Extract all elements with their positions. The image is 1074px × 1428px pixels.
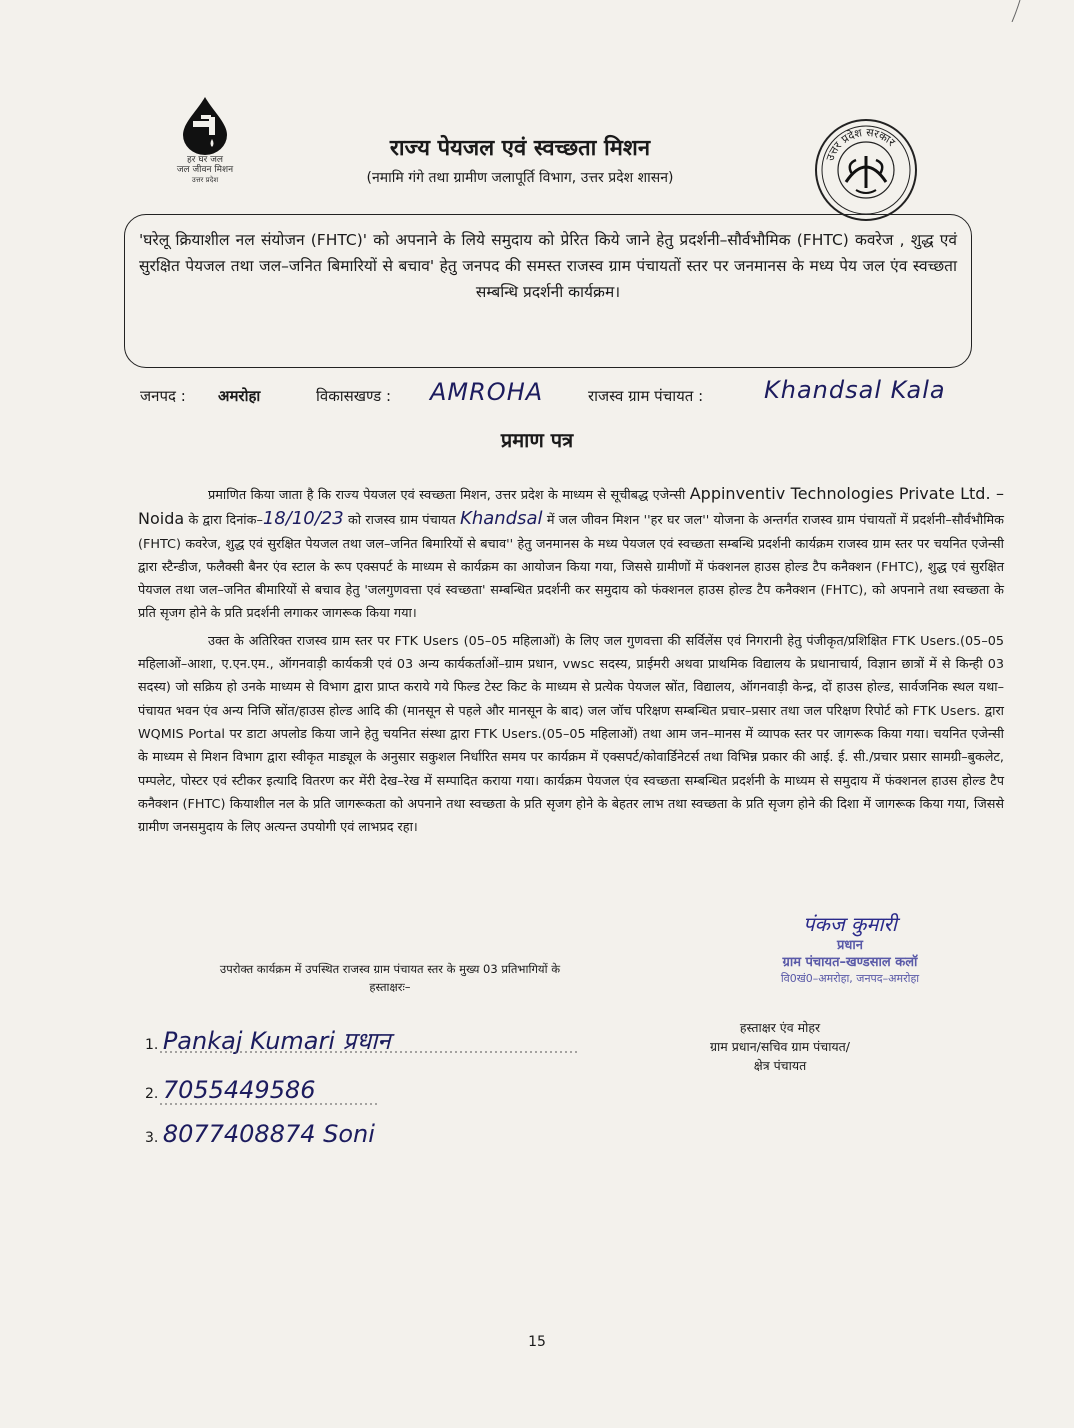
org-name: राज्य पेयजल एवं स्वच्छता मिशन [389, 135, 651, 161]
pen-mark [1010, 0, 1022, 22]
water-drop-tap-icon [175, 95, 235, 155]
har-ghar-jal-logo [160, 95, 250, 185]
org-subtitle: (नमामि गंगे तथा ग्रामीण जलापूर्ति विभाग, उत्तर प्रदेश शासन) [366, 170, 674, 186]
stamp-line-2: ग्राम पंचायत–खण्डसाल कलॉ [782, 955, 918, 970]
program-title-banner [124, 214, 972, 368]
pradhan-signature-stamp [700, 910, 1000, 986]
logo-text-1: हर घर जल [187, 155, 223, 165]
stamp-line-1: प्रधान [837, 938, 863, 953]
attendee-number: 3. [145, 1130, 159, 1146]
stamp-line-3: वि0खं0–अमरोहा, जनपद–अमरोहा [780, 972, 920, 985]
paragraph-1 [138, 482, 1004, 626]
seal-icon [812, 116, 920, 224]
program-date: 18/10/23 [262, 508, 344, 530]
up-government-seal [812, 116, 920, 224]
para1-part-b: के द्वारा दिनांक– [188, 513, 263, 529]
seal-text: उत्तर प्रदेश सरकार [823, 125, 898, 163]
attendees-note [150, 960, 630, 996]
dotted-line-1 [160, 1050, 580, 1054]
logo-text-3: उत्तर प्रदेश [191, 176, 219, 184]
para1-part-d: में जल जीवन मिशन ''हर घर जल'' योजना के अन्तर्गत राजस्व ग्राम पंचायतों में प्रदर्शनी–सौर्वभौमिक (FHTC) कवरेज, शुद्ध एवं सुरक्षित पेयजल तथा जल–जनित बिमारियों से बचाव'' हेतु जनमानस के मध्य पेयजल एवं स्वच्छता सम्बन्धि प्रदर्शनी कार्यक्रम राजस्व ग्राम स्तर पर चयनित एजेन्सी द्वारा स्टैन्डीज, फलैक्सी बैनर एंव स्टाल के रूप एक्सपर्ट के माध्यम से कार्यक्रम का आयोजन किया गया, जिससे ग्रामीणों में फंक्शनल हाउस होल्ड टैप कनैक्शन (FHTC), शुद्ध एवं सुरक्षित पेयजल तथा जल–जनित बीमारियों से बचाव हेतु 'जलगुणवत्ता एवं स्वच्छता' सम्बन्धित प्रदर्शनी कर समुदाय को फंक्शनल हाउस होल्ड टैप कनैक्शन (FHTC), को अपनाने तथा स्वच्छता के प्रति सृजग होने के प्रति प्रदर्शनी लगाकर जागरूक किया गया। [138, 513, 1005, 622]
block-label: विकासखण्ड : [316, 387, 392, 405]
agency-name: Appinventiv Technologies Private Ltd. – Noida [138, 484, 1004, 529]
attendee-entry: 8077408874 Soni [162, 1120, 375, 1148]
block-value: AMROHA [430, 378, 544, 406]
pradhan-signature: पंकज कुमारी [803, 912, 897, 936]
para1-part-a: प्रमाणित किया जाता है कि राज्य पेयजल एवं स्वच्छता मिशन, उत्तर प्रदेश के माध्यम से सूचीबद्ध एजेन्सी [208, 488, 686, 503]
attendee-entry: Pankaj Kumari प्रधान [162, 1027, 391, 1055]
para1-part-c: को राजस्व ग्राम पंचायत [347, 513, 456, 529]
attendee-number: 1. [145, 1037, 159, 1053]
sign-block-line-2: ग्राम प्रधान/सचिव ग्राम पंचायत/ [709, 1039, 851, 1054]
sign-block-line-3: क्षेत्र पंचायत [753, 1058, 807, 1073]
sign-block-line-1: हस्ताक्षर एंव मोहर [739, 1020, 821, 1035]
village-handwritten: Khandsal [460, 508, 543, 530]
sign-and-seal-block [660, 1018, 900, 1075]
certificate-title: प्रमाण पत्र [500, 428, 574, 452]
logo-text-2: जल जीवन मिशन [176, 165, 234, 175]
village-value: Khandsal Kala [764, 376, 946, 404]
dotted-line-2 [160, 1102, 380, 1106]
page-number: 15 [528, 1334, 546, 1350]
certificate-body [138, 482, 1004, 839]
paragraph-2: उक्त के अतिरिक्त राजस्व ग्राम स्तर पर FTK Users (05–05 महिलाओं) के लिए जल गुणवत्ता की सर्विलेंस एवं निगरानी हेतु पंजीकृत/प्रशिक्षित FTK Users.(05–05 महिलाओं–आशा, ए.एन.एम., ऑगनवाड़ी कार्यकत्री एवं 03 अन्य कार्यकर्ताओं–ग्राम प्रधान, vwsc सदस्य, प्राईमरी अथवा प्राथमिक विद्यालय के प्रधानाचार्य, विज्ञान छात्रों में से किन्ही 03 सदस्य) जो सक्रिय हो उनके माध्यम से विभाग द्वारा प्राप्त कराये गये फिल्ड टेस्ट किट के माध्यम से प्रत्येक पेयजल स्रोंत, विद्यालय, ऑगनवाड़ी केन्द्र, दों हाउस होल्ड, सार्वजनिक स्थल यथा–पंचायत भवन एंव अन्य निजि स्रोंत/हाउस होल्ड आदि की (मानसून से पहले और मानसून के बाद) जल जॉच परिक्षण सम्बन्धित प्रचार–प्रसार तथा जल परिक्षण रिपोर्ट को FTK Users. द्वारा WQMIS Portal पर डाटा अपलोड किया जाने हेतु चयनित संस्था द्वारा FTK Users.(05–05 महिलाओं) तथा आम जन–मानस में व्यापक स्तर पर जागरूक किया गया। चयनित एजेन्सी के माध्यम से मिशन विभाग द्वारा स्वीकृत माड्यूल के अनुसार सकुशल निर्धारित समय पर कार्यक्रम में एक्सपर्ट/कोवार्डिनेटर्स तथा विभिन्न प्रकार की आई. ई. सी./प्रचार प्रसार सामग्री–बुकलेट, पम्पलेट, पोस्टर एवं स्टीकर इत्यादि वितरण कर मेंरी देख–रेख में सम्पादित कराया गया। कार्यक्रम पेयजल एंव स्वच्छता सम्बन्धित प्रदर्शनी के माध्यम से समुदाय में फंक्शनल हाउस होल्ड टैप कनैक्शन (FHTC) कियाशील नल के प्रति जागरूकता को अपनाने तथा स्वच्छता के प्रति सृजग होने के बेहतर लाभ तथा स्वच्छता के प्रति सृजग होने की दिशा में जागरूक किया गया, जिससे ग्रामीण जनसमुदाय के लिए अत्यन्त उपयोगी एवं लाभप्रद रहा। [138, 633, 1004, 836]
district-value: अमरोहा [218, 387, 261, 405]
village-label: राजस्व ग्राम पंचायत : [588, 387, 704, 405]
attendees-note-line-2: हस्ताक्षरः– [369, 980, 411, 994]
attendee-entry: 7055449586 [162, 1076, 316, 1104]
attendee-3 [145, 1120, 375, 1148]
attendee-number: 2. [145, 1086, 159, 1102]
banner-text: 'घरेलू क्रियाशील नल संयोजन (FHTC)' को अपनाने के लिये समुदाय को प्रेरित किये जाने हेतु प्रदर्शनी–सौर्वभौमिक (FHTC) कवरेज , शुद्ध एवं सुरक्षित पेयजल तथा जल–जनित बिमारियों से बचाव' हेतु जनपद की समस्त राजस्व ग्राम पंचायतों स्तर पर जनमानस के मध्य पेय जल एंव स्वच्छता सम्बन्धि प्रदर्शनी कार्यक्रम। [139, 231, 957, 301]
district-label: जनपद : [140, 387, 186, 405]
attendees-note-line-1: उपरोक्त कार्यक्रम में उपस्थित राजस्व ग्राम पंचायत स्तर के मुख्य 03 प्रतिभागियों के [219, 962, 561, 976]
attendee-2 [145, 1076, 316, 1104]
